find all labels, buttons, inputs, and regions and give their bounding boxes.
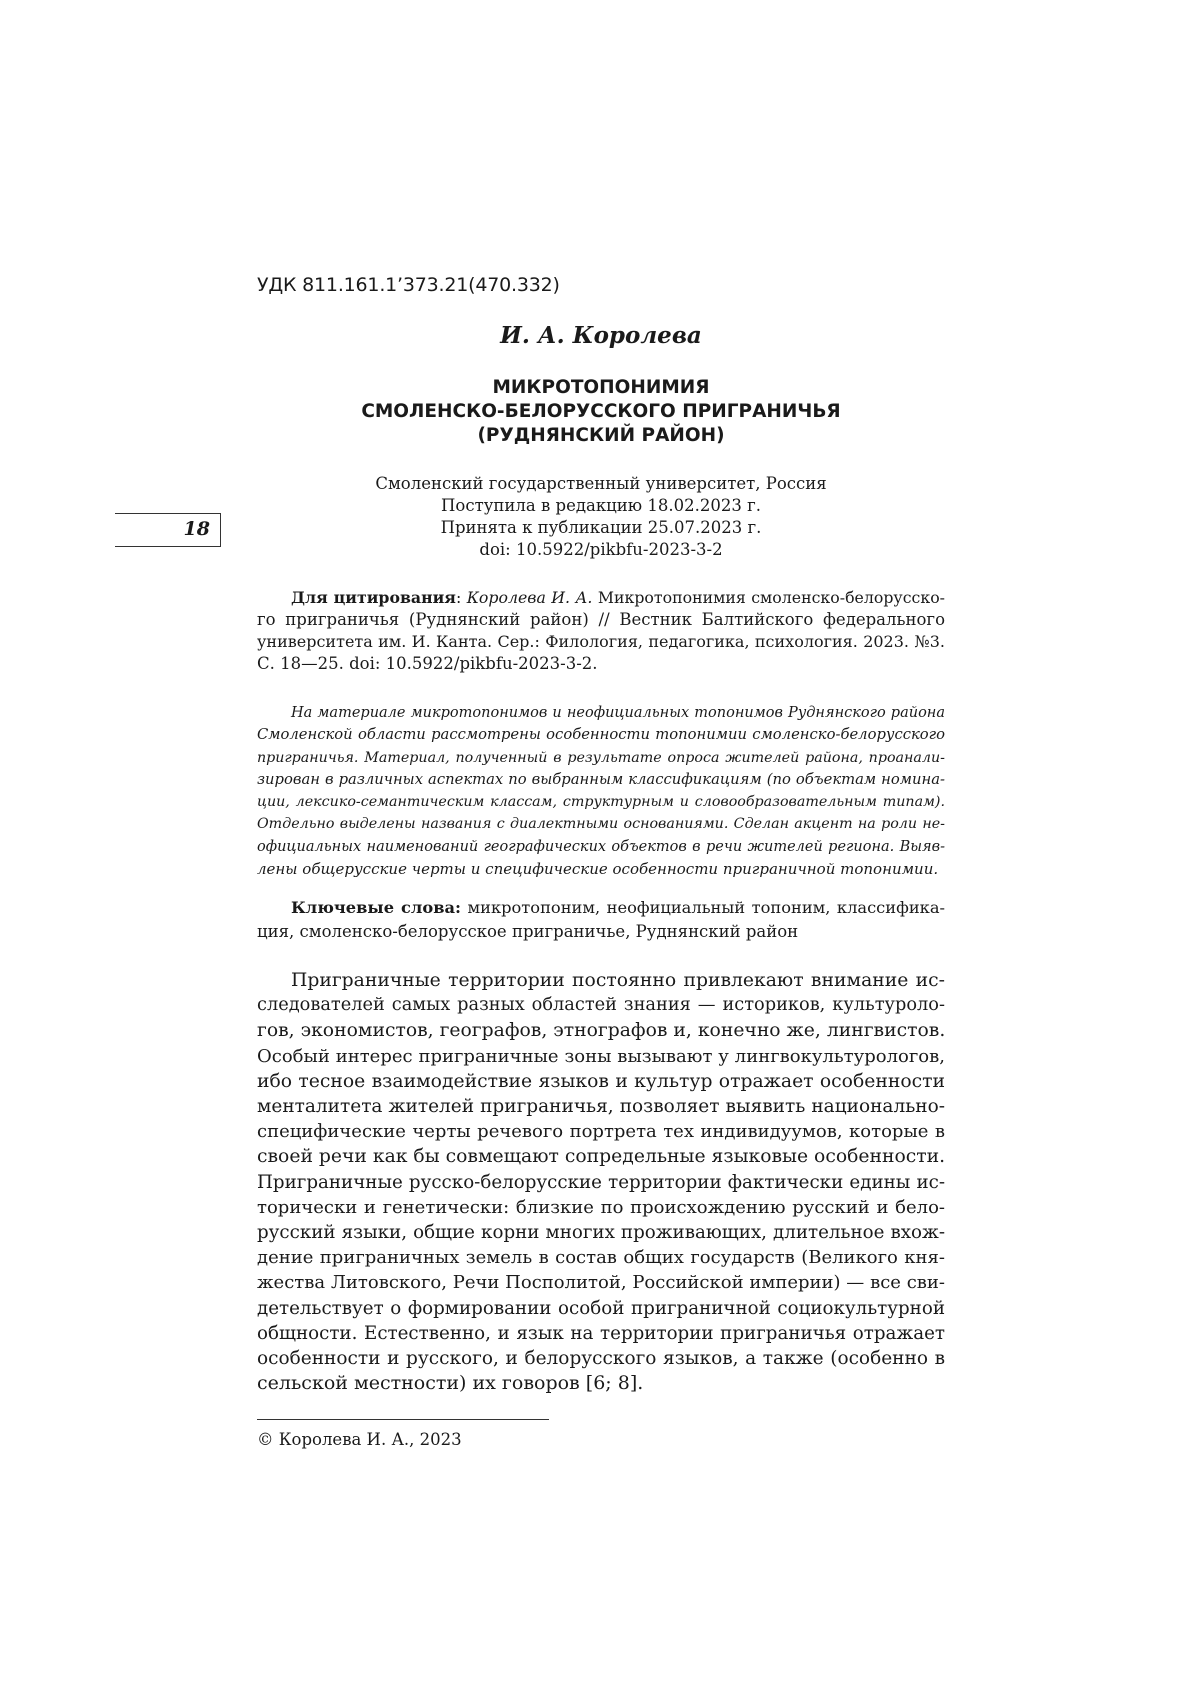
page-number-box: [115, 513, 221, 547]
body-line: дение приграничных земель в состав общих государств (Великого кня-: [257, 1247, 945, 1269]
citation-line: университета им. И. Канта. Сер.: Филология, педагогика, психология. 2023. №3.: [257, 632, 945, 651]
body-line: ибо тесное взаимодействие языков и культур отражает особенности: [257, 1070, 945, 1092]
body-line: Приграничные русско-белорусские территории фактически едины ис-: [257, 1171, 945, 1193]
citation-text: Микротопонимия смоленско-белорусско-: [592, 588, 945, 607]
citation-line: Для цитирования: Королева И. А. Микротопонимия смоленско-белорусско-: [291, 588, 945, 607]
page-number: 18: [183, 518, 210, 540]
body-line: следователей самых разных областей знания — историков, культуроло-: [257, 995, 945, 1016]
doi: doi: 10.5922/pikbfu-2023-3-2: [479, 540, 723, 559]
keywords-block: [257, 896, 945, 944]
body-line: своей речи как бы совмещают сопредельные языковые особенности.: [257, 1146, 946, 1168]
article-meta: [257, 473, 945, 561]
body-line: детельствует о формировании особой приграничной социокультурной: [257, 1297, 945, 1319]
body-line: Особый интерес приграничные зоны вызывают у лингвокультурологов,: [257, 1045, 945, 1067]
body-line: особенности и русского, и белорусского языков, а также (особенно в: [257, 1348, 945, 1370]
udk-code: УДК 811.161.1’373.21(470.332): [257, 274, 560, 296]
body-line: специфические черты речевого портрета тех индивидуумов, которые в: [257, 1121, 945, 1143]
abstract-line: официальных наименований географических объектов в речи жителей региона. Выяв-: [257, 838, 945, 855]
keywords-line: [257, 896, 945, 920]
abstract-line: ции, лексико-семантическим классам, структурным и словообразовательным типам).: [257, 794, 945, 811]
body-line: менталитета жителей приграничья, позволяет выявить национально-: [257, 1096, 945, 1118]
accepted-date: Принята к публикации 25.07.2023 г.: [440, 518, 762, 537]
citation-author: Королева И. А.: [466, 588, 593, 607]
body-line: гов, экономистов, географов, этнографов и, конечно же, лингвистов.: [257, 1020, 946, 1042]
body-line: русский языки, общие корни многих проживающих, длительное вхож-: [257, 1222, 945, 1244]
body-line: Приграничные территории постоянно привлекают внимание ис-: [291, 970, 945, 991]
author-name: И. А. Королева: [500, 322, 702, 349]
body-line: сельской местности) их говоров [6; 8].: [257, 1372, 644, 1395]
article-title: [257, 376, 945, 448]
keywords-label: Ключевые слова:: [291, 898, 462, 917]
citation-label: Для цитирования: [291, 588, 456, 607]
citation-line: го приграничья (Руднянский район) // Вестник Балтийского федерального: [257, 610, 945, 629]
body-line: жества Литовского, Речи Посполитой, Российской империи) — все сви-: [257, 1272, 945, 1294]
copyright-footnote: © Королева И. А., 2023: [257, 1430, 462, 1449]
keywords-text: микротопоним, неофициальный топоним, классифика-: [461, 898, 945, 917]
citation-block: [257, 587, 945, 675]
title-line: СМОЛЕНСКО-БЕЛОРУССКОГО ПРИГРАНИЧЬЯ: [361, 401, 841, 422]
keywords-line: ция, смоленско-белорусское приграничье, Руднянский район: [257, 922, 799, 941]
title-line: МИКРОТОПОНИМИЯ: [492, 377, 710, 398]
citation-line: С. 18—25. doi: 10.5922/pikbfu-2023-3-2.: [257, 654, 598, 673]
body-line: торически и генетически: близкие по происхождению русский и бело-: [257, 1196, 945, 1218]
abstract-line: Смоленской области рассмотрены особенности топонимии смоленско-белорусского: [257, 726, 945, 744]
abstract: [257, 702, 945, 880]
abstract-line: Отдельно выделены названия с диалектными основаниями. Сделан акцент на роли не-: [257, 816, 945, 833]
footnote-divider: [257, 1419, 549, 1420]
abstract-line: лены общерусские черты и специфические особенности приграничной топонимии.: [257, 860, 939, 879]
affiliation: Смоленский государственный университет, Россия: [375, 474, 827, 493]
received-date: Поступила в редакцию 18.02.2023 г.: [441, 496, 761, 515]
title-line: (РУДНЯНСКИЙ РАЙОН): [477, 425, 725, 446]
abstract-line: приграничья. Материал, полученный в результате опроса жителей района, проанали-: [257, 749, 945, 766]
body-line: общности. Естественно, и язык на территории приграничья отражает: [257, 1322, 945, 1344]
abstract-line: зирован в различных аспектах по выбранным классификациям (по объектам номина-: [257, 770, 945, 788]
body-paragraph: [257, 968, 945, 1396]
abstract-line: На материале микротопонимов и неофициальных топонимов Руднянского района: [291, 705, 945, 721]
